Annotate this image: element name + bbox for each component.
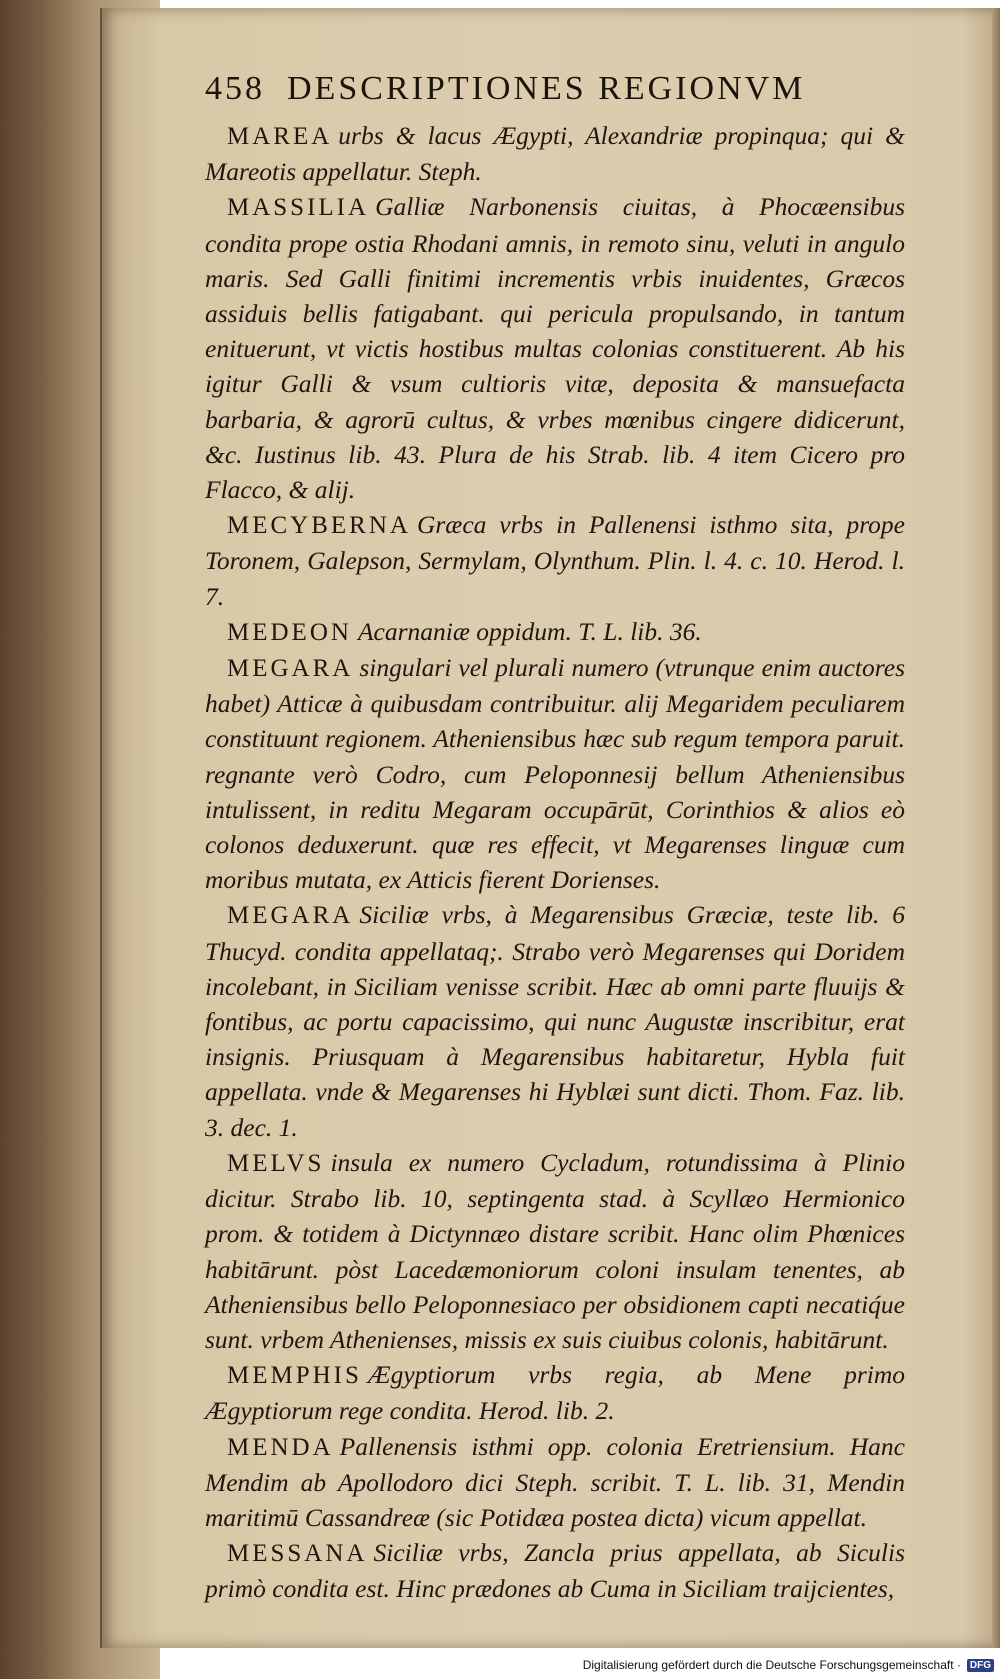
entry-messana: [205, 1535, 905, 1606]
entry-medeon: [205, 614, 905, 650]
entry-text: Acarnaniæ oppidum. T. L. lib. 36.: [357, 616, 702, 646]
entry-headword: MEMPHIS: [227, 1362, 362, 1390]
entry-text: urbs & lacus Ægypti, Alexandriæ propinqua; qui & Mareotis appellatur. Steph.: [205, 121, 905, 187]
entry-text: Galliæ Narbonensis ciuitas, à Phocæensibus condita prope ostia Rhodani amnis, in remoto sinu, veluti in angulo maris. Sed Galli finitimi incrementis vrbis inuidentes, Græcos assiduis bellis fatigabant. qui pericula propulsando, in tantum enituerunt, vt victis hostibus multas colonias constituerent. Ab his igitur Galli & vsum cultioris vitæ, deposita & mansuefacta barbaria, & agrorū cultus, & vrbes mœnibus cingere didicerunt, &c. Iustinus lib. 43. Plura de his Strab. lib. 4 item Cicero pro Flacco, & alij.: [205, 192, 905, 505]
entry-memphis: [205, 1357, 905, 1428]
entry-massilia: [205, 189, 905, 507]
entry-headword: MESSANA: [227, 1540, 368, 1568]
digitization-footer: [583, 1655, 994, 1675]
entry-text: insula ex numero Cycladum, rotundissima à Plinio dicitur. Strabo lib. 10, septingenta stad. à Scyllæo Hermionico prom. & totidem à Dictynnæo distare scribit. Hanc olim Phœnices habitārunt. pòst Lacedæmoniorum coloni insulam tenentes, ab Atheniensibus bello Peloponnesiaco per obsidionem capti necatiq́ue sunt. vrbem Athenienses, missis ex suis ciuibus colonis, habitārunt.: [205, 1147, 905, 1354]
entry-mecyberna: [205, 507, 905, 614]
page-body: [205, 118, 905, 1607]
entry-text: Siciliæ vrbs, Zancla prius appellata, ab Siculis primò condita est. Hinc prædones ab Cuma in Siciliam traijcientes,: [205, 1538, 905, 1604]
entry-headword: MELVS: [227, 1149, 325, 1177]
page-edge: [992, 8, 1000, 1648]
dfg-logo-icon: DFG: [967, 1659, 994, 1672]
entry-headword: MECYBERNA: [227, 512, 411, 540]
entry-menda: [205, 1429, 905, 1536]
entry-headword: MEGARA: [227, 902, 354, 930]
footer-credit: Digitalisierung gefördert durch die Deutsche Forschungsgemeinschaft ·: [582, 1658, 961, 1672]
entry-headword: MASSILIA: [227, 194, 370, 222]
entry-text: Pallenensis isthmi opp. colonia Eretriensium. Hanc Mendim ab Apollodoro dici Steph. scribit. T. L. lib. 31, Mendin maritimū Cassandreæ (sic Potidæa postea dicta) vicum appellat.: [205, 1431, 905, 1532]
entry-headword: MENDA: [227, 1433, 334, 1461]
entry-text: Ægyptiorum vrbs regia, ab Mene primo Ægyptiorum rege condita. Herod. lib. 2.: [205, 1360, 905, 1426]
entry-text: singulari vel plurali numero (vtrunque enim auctores habet) Atticæ à quibusdam contribuitur. alij Megaridem peculiarem constituunt regionem. Atheniensibus hæc sub regum tempora paruit. regnante verò Codro, cum Peloponnesij bellum Atheniensibus intulissent, in reditu Megaram occupārūt, Corinthios & alios eò colonos deduxerunt. quæ res effecit, vt Megarenses linguæ cum moribus mutata, ex Atticis fierent Dorienses.: [205, 653, 905, 895]
entry-text: Siciliæ vrbs, à Megarensibus Græciæ, teste lib. 6 Thucyd. condita appellataq;. Strabo verò Megarenses qui Doridem incolebant, in Siciliam venisse scribit. Hæc ab omni parte fluuijs & fontibus, ac portu capacissimo, qui nunc Augustæ inscribitur, erat insignis. Priusquam à Megarensibus habitaretur, Hybla fuit appellata. vnde & Megarenses hi Hyblæi sunt dicti. Thom. Faz. lib. 3. dec. 1.: [205, 900, 905, 1142]
entry-headword: MEGARA: [227, 655, 354, 683]
entry-text: Græca vrbs in Pallenensi isthmo sita, prope Toronem, Galepson, Sermylam, Olynthum. Plin. l. 4. c. 10. Herod. l. 7.: [205, 510, 905, 611]
page-header: [205, 70, 885, 116]
entry-megara-sicilia: [205, 897, 905, 1144]
entry-melus: [205, 1145, 905, 1357]
entry-megara-attica: [205, 650, 905, 897]
entry-marea: [205, 118, 905, 189]
entry-headword: MAREA: [227, 123, 333, 150]
entry-headword: MEDEON: [227, 618, 352, 646]
page-number: 458: [205, 70, 265, 107]
running-title: DESCRIPTIONES REGIONVM: [287, 70, 806, 107]
